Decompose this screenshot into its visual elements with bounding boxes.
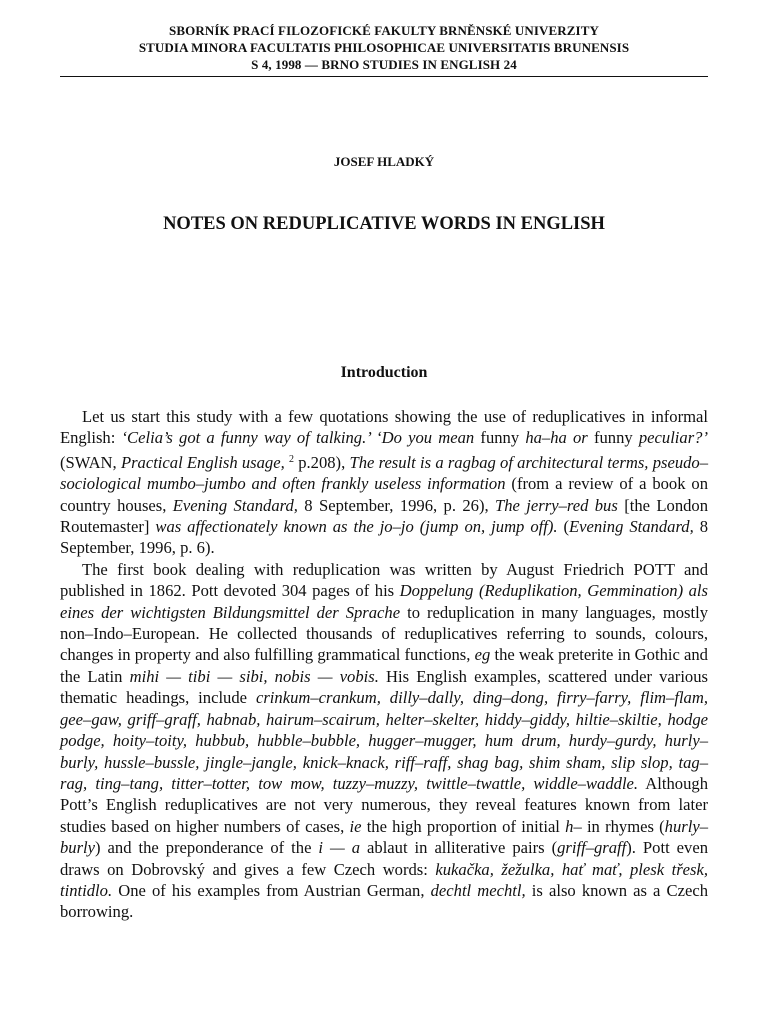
article-title: NOTES ON REDUPLICATIVE WORDS IN ENGLISH [163, 214, 605, 234]
text-run: the high proportion of initial [361, 816, 566, 836]
example-italic: mihi — tibi — sibi, nobis — vobis. [129, 666, 379, 686]
text-run: to reduplication in many languages, mostly non–Indo–European. He collected thousands of reduplicatives referring to sounds, colours, changes in property and also fulfilling grammatical functions, [60, 602, 708, 665]
text-run: (from a review of a book on country houses, [60, 474, 708, 515]
text-run: 8 September, 1996, p. 26), [297, 495, 496, 515]
source-italic: Evening Standard, [569, 517, 694, 537]
text-run: Although Pott’s English reduplicatives are not very numerous, they reveal features known from later studies based on higher numbers of cases, [60, 773, 708, 836]
header-rule [60, 76, 708, 77]
paragraph-2 [60, 559, 708, 923]
quotation-italic: The jerry–red bus [495, 495, 618, 515]
paragraph-1 [60, 406, 708, 559]
text-run: funny [474, 428, 526, 448]
source-italic: Evening Standard, [172, 495, 298, 515]
quotation-italic: ‘Celia’s got a funny way of talking.’ ‘Do you mean [121, 428, 475, 448]
quotation-italic: The result is a ragbag of architectural terms, pseudo–sociological mumbo–jumbo and often frankly useless information [60, 452, 709, 494]
quotation-italic: ha–ha or [525, 428, 588, 448]
section-heading: Introduction [340, 364, 428, 381]
edition-superscript: 2 [288, 453, 294, 465]
text-run: Let us start this study with a few quotations showing the use of reduplicatives in informal English: [60, 407, 708, 448]
quotation-italic: peculiar?’ [638, 428, 708, 448]
text-run: funny [587, 428, 639, 448]
text-run: His English examples, scattered under various thematic headings, include [60, 666, 708, 708]
abbreviation-italic: ie [349, 816, 362, 836]
example-italic: dechtl mechtl, [430, 880, 526, 900]
example-italic: kukačka, žežulka, hať mať, plesk třesk, tintidlo. [60, 859, 708, 900]
journal-header-line-3: S 4, 1998 — BRNO STUDIES IN ENGLISH 24 [251, 57, 517, 72]
author-name: JOSEF HLADKÝ [333, 154, 435, 169]
text-run: the weak preterite in Gothic and the Latin [60, 645, 708, 686]
book-title-italic: Practical English usage, [120, 452, 285, 472]
abbreviation-italic: eg [474, 645, 491, 665]
book-title-italic: Doppelung (Reduplikation, Gemmination) als eines der wichtigsten Bildungsmittel der Sprache [60, 581, 708, 622]
quotation-italic: was affectionately known as the jo–jo (jump on, jump off). [155, 517, 558, 537]
example-italic: griff–graff [557, 838, 627, 858]
text-run: ) and the preponderance of the [95, 838, 319, 858]
text-run: p.208), [293, 452, 350, 472]
example-italic: i — a [318, 838, 361, 858]
text-run: ). Pott even draws on Dobrovský and gives a few Czech words: [60, 838, 708, 879]
text-run: ( [557, 517, 570, 537]
example-italic: hurly–burly [60, 816, 708, 858]
text-run: (SWAN, [60, 452, 121, 472]
text-run: in rhymes ( [581, 816, 665, 836]
article-body [60, 406, 708, 923]
text-run: is also known as a Czech borrowing. [60, 880, 708, 922]
journal-header-line-2: STUDIA MINORA FACULTATIS PHILOSOPHICAE UNIVERSITATIS BRUNENSIS [138, 40, 630, 55]
text-run: ablaut in alliterative pairs ( [360, 838, 558, 858]
text-run: One of his examples from Austrian German, [112, 880, 431, 900]
text-run: [the London Routemaster] [60, 495, 709, 537]
example-italic: h– [565, 816, 582, 836]
text-run: 8 September, 1996, p. 6). [60, 517, 708, 558]
journal-header-line-1: SBORNÍK PRACÍ FILOZOFICKÉ FAKULTY BRNĚNSKÉ UNIVERZITY [169, 23, 599, 38]
journal-header [60, 22, 708, 73]
example-list-italic: crinkum–crankum, dilly–dally, ding–dong, firry–farry, flim–flam, gee–gaw, griff–graff, habnab, hairum–scairum, helter–skelter, hiddy–giddy, hiltie–skiltie, hodge podge, hoity–toity, hubbub, hubble–bubble, hugger–mugger, hum drum, hurdy–gurdy, hurly–burly, hussle–bussle, jingle–jangle, knick–knack, riff–raff, shag bag, shim sham, slip slop, tag–rag, ting–tang, titter–totter, tow mow, tuzzy–muzzy, twittle–twattle, widdle–waddle. [60, 688, 708, 793]
text-run: The first book dealing with reduplication was written by August Friedrich POTT and published in 1862. Pott devoted 304 pages of his [60, 559, 708, 601]
